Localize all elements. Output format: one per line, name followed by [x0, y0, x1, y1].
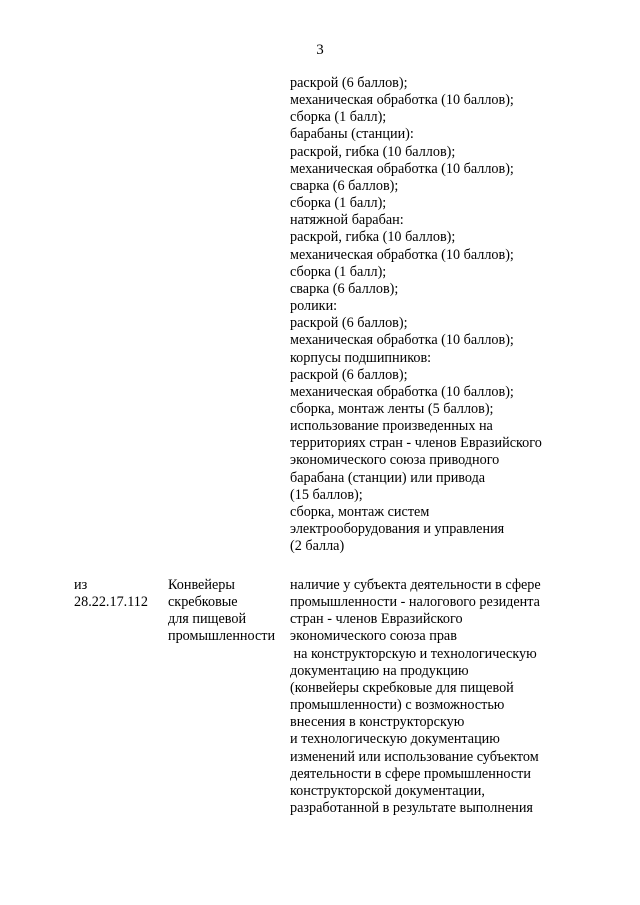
criteria-line: механическая обработка (10 баллов); [290, 332, 514, 349]
page-number: 3 [316, 42, 324, 58]
criteria-line: документацию на продукцию [290, 662, 469, 679]
criteria-line: (2 балла) [290, 538, 345, 555]
product-name-line: для пищевой [168, 611, 247, 628]
criteria-line: механическая обработка (10 баллов); [290, 383, 514, 400]
criteria-line: (15 баллов); [290, 486, 363, 503]
criteria-line: сборка (1 балл); [290, 109, 387, 126]
product-name-line: скребковые [168, 594, 238, 611]
criteria-line: раскрой, гибка (10 баллов); [290, 229, 456, 246]
criteria-line: стран - членов Евразийского [290, 611, 463, 628]
criteria-line: сборка, монтаж систем [290, 503, 430, 520]
table-row [0, 577, 640, 897]
criteria-line: корпусы подшипников: [290, 349, 432, 366]
criteria-line: барабаны (станции): [290, 126, 414, 143]
criteria-continued-column [290, 75, 590, 555]
product-name-line: Конвейеры [168, 577, 235, 593]
criteria-line: раскрой (6 баллов); [290, 75, 408, 91]
criteria-line: механическая обработка (10 баллов); [290, 92, 514, 109]
product-code-line: из [74, 577, 88, 593]
criteria-line: использование произведенных на [290, 418, 493, 435]
criteria-line: сборка (1 балл); [290, 195, 387, 212]
criteria-line: промышленности - налогового резидента [290, 594, 540, 611]
criteria-line: сборка (1 балл); [290, 263, 387, 280]
criteria-line: сварка (6 баллов); [290, 280, 399, 297]
criteria-line: электрооборудования и управления [290, 521, 505, 538]
criteria-line: раскрой (6 баллов); [290, 366, 408, 383]
criteria-line: на конструкторскую и технологическую [290, 645, 537, 662]
criteria-line: экономического союза приводного [290, 452, 500, 469]
criteria-line: деятельности в сфере промышленности [290, 765, 531, 782]
criteria-line: раскрой (6 баллов); [290, 315, 408, 332]
criteria-line: промышленности) с возможностью [290, 697, 505, 714]
criteria-line: механическая обработка (10 баллов); [290, 160, 514, 177]
criteria-line: механическая обработка (10 баллов); [290, 246, 514, 263]
criteria-cell [290, 577, 590, 817]
criteria-line: разработанной в результате выполнения [290, 800, 533, 817]
criteria-line: внесения в конструкторскую [290, 714, 465, 731]
product-code-cell [74, 577, 166, 611]
criteria-line: сборка, монтаж ленты (5 баллов); [290, 400, 494, 417]
criteria-line: конструкторской документации, [290, 782, 485, 799]
criteria-line: территориях стран - членов Евразийского [290, 435, 542, 452]
criteria-line: ролики: [290, 298, 338, 315]
product-name-line: промышленности [168, 628, 276, 645]
product-name-cell [168, 577, 286, 646]
criteria-line: сварка (6 баллов); [290, 177, 399, 194]
criteria-line: (конвейеры скребковые для пищевой [290, 679, 514, 696]
criteria-line: раскрой, гибка (10 баллов); [290, 143, 456, 160]
criteria-line: барабана (станции) или привода [290, 469, 486, 486]
criteria-line: и технологическую документацию [290, 731, 500, 748]
criteria-line: экономического союза прав [290, 628, 457, 645]
criteria-line: натяжной барабан: [290, 212, 404, 229]
criteria-line: наличие у субъекта деятельности в сфере [290, 577, 541, 593]
product-code-line: 28.22.17.112 [74, 594, 148, 611]
criteria-line: изменений или использование субъектом [290, 748, 539, 765]
